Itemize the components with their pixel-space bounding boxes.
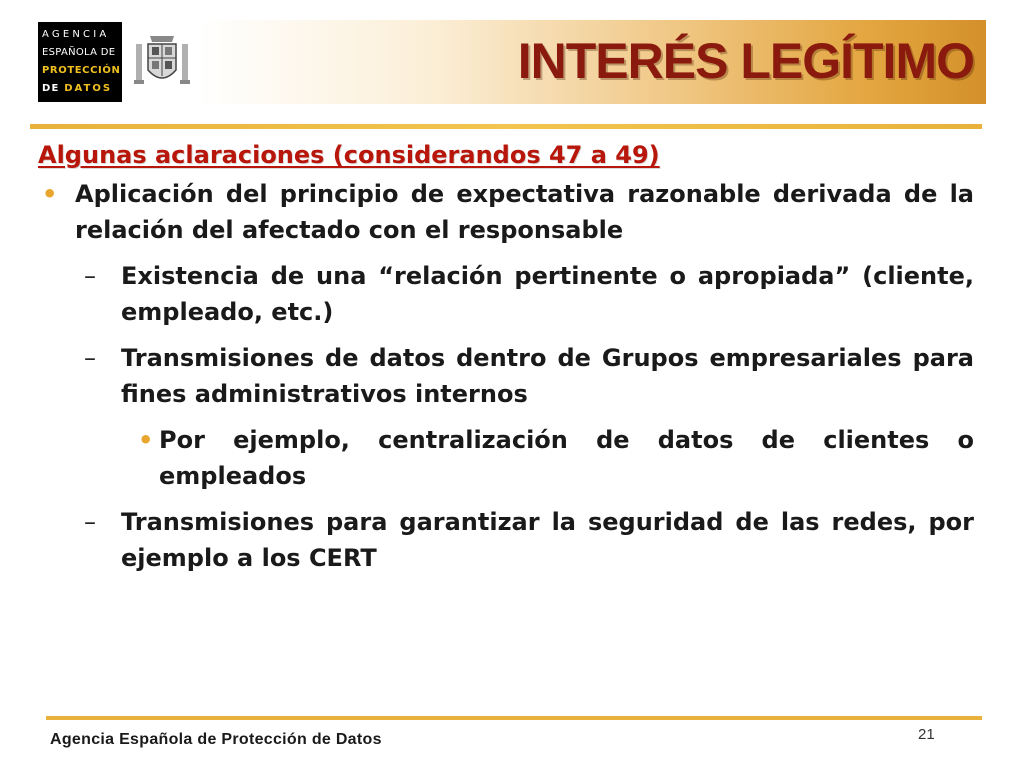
- bullet-item: [38, 176, 974, 248]
- bullet-icon: •: [138, 426, 154, 454]
- agency-logo: [38, 22, 122, 102]
- top-divider: [30, 124, 982, 129]
- logo-word-de: DE: [42, 83, 60, 94]
- coat-of-arms-icon: [130, 30, 194, 94]
- slide-title: INTERÉS LEGÍTIMO: [517, 33, 974, 89]
- logo-line-espanola: ESPAÑOLA DE: [42, 47, 116, 58]
- slide-subtitle: Algunas aclaraciones (considerandos 47 a 49): [38, 141, 660, 169]
- sub-bullet-item: [38, 258, 974, 330]
- sub-bullet-text: Transmisiones para garantizar la seguridad de las redes, por ejemplo a los CERT: [121, 508, 974, 572]
- nested-bullet-item: [38, 422, 974, 494]
- sub-bullet-text: Existencia de una “relación pertinente o apropiada” (cliente, empleado, etc.): [121, 262, 974, 326]
- dash-icon: –: [84, 262, 96, 290]
- logo-line-agencia: AGENCIA: [42, 29, 110, 40]
- page-number: 21: [918, 726, 935, 743]
- logo-word-datos: DATOS: [64, 83, 113, 94]
- dash-icon: –: [84, 344, 96, 372]
- bullet-text: Aplicación del principio de expectativa razonable derivada de la relación del afectado con el responsable: [75, 180, 974, 244]
- sub-bullet-item: [38, 340, 974, 412]
- title-band: [198, 20, 986, 104]
- nested-bullet-text: Por ejemplo, centralización de datos de clientes o empleados: [159, 426, 974, 490]
- logo-line-proteccion: PROTECCIÓN: [42, 65, 121, 76]
- logo-line-de-datos: [42, 80, 122, 98]
- footer-organization: Agencia Española de Protección de Datos: [50, 731, 382, 748]
- sub-bullet-text: Transmisiones de datos dentro de Grupos empresariales para fines administrativos internos: [121, 344, 974, 408]
- slide-header: [38, 20, 986, 104]
- bottom-divider: [46, 716, 982, 720]
- dash-icon: –: [84, 508, 96, 536]
- slide-content: [38, 140, 974, 576]
- bullet-icon: •: [42, 180, 58, 208]
- sub-bullet-item: [38, 504, 974, 576]
